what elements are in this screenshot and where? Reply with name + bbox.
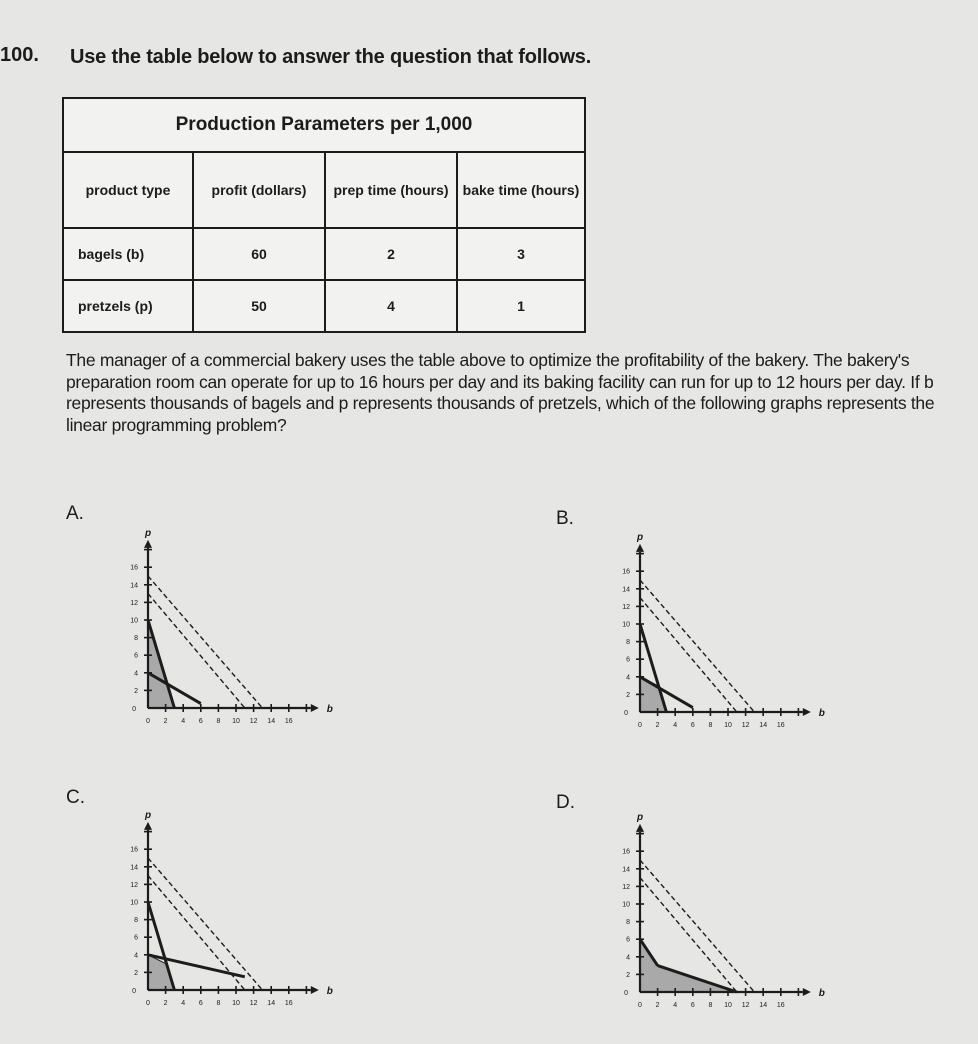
option-c-graph[interactable] — [118, 809, 333, 1020]
row-pretzels-label: pretzels (p) — [63, 280, 193, 332]
x-tick-label: 8 — [708, 722, 713, 729]
y-tick-label: 8 — [134, 917, 138, 925]
x-tick-label: 14 — [267, 718, 276, 725]
x-axis-arrow — [311, 704, 319, 712]
x-axis-label: b — [326, 986, 333, 997]
y-tick-label: 4 — [134, 952, 138, 960]
x-tick-label: 16 — [776, 1002, 785, 1009]
option-b-graph[interactable] — [610, 531, 825, 742]
x-tick-label: 12 — [249, 1000, 258, 1007]
y-axis-label: p — [636, 531, 644, 543]
y-tick-label: 2 — [626, 691, 630, 699]
y-tick-label: 10 — [622, 621, 630, 629]
x-tick-label: 16 — [776, 722, 785, 729]
x-tick-label: 4 — [181, 718, 186, 725]
y-tick-label: 6 — [134, 934, 138, 942]
x-tick-label: 16 — [284, 718, 293, 725]
y-tick-label: 2 — [626, 971, 630, 979]
x-axis-label: b — [326, 704, 333, 715]
row-pretzels-bake: 1 — [457, 280, 585, 332]
x-axis-arrow — [803, 708, 811, 716]
x-tick-label: 10 — [232, 718, 240, 725]
y-origin-label: 0 — [132, 988, 136, 995]
y-tick-label: 4 — [134, 670, 138, 678]
x-tick-label: 6 — [198, 718, 203, 725]
x-tick-label: 4 — [673, 1002, 678, 1009]
y-tick-label: 14 — [622, 866, 630, 874]
x-tick-label: 14 — [267, 1000, 276, 1007]
x-tick-label: 6 — [690, 722, 695, 729]
x-tick-label: 8 — [216, 1000, 221, 1007]
x-tick-label: 6 — [690, 1002, 695, 1009]
x-axis-label: b — [818, 988, 825, 999]
y-tick-label: 16 — [130, 564, 138, 572]
y-tick-label: 8 — [626, 919, 630, 927]
x-tick-label: 8 — [708, 1002, 713, 1009]
header-product-type: product type — [63, 152, 193, 228]
row-bagels-profit: 60 — [193, 228, 325, 280]
y-tick-label: 14 — [130, 864, 138, 872]
x-tick-label: 2 — [163, 718, 168, 725]
y-tick-label: 14 — [130, 582, 138, 590]
table-row — [63, 228, 585, 280]
row-bagels-label: bagels (b) — [63, 228, 193, 280]
y-axis-arrow — [636, 824, 644, 832]
y-tick-label: 2 — [134, 969, 138, 977]
option-c-label[interactable]: C. — [66, 787, 85, 808]
x-tick-label: 0 — [638, 1002, 642, 1009]
question-instruction: Use the table below to answer the question that follows. — [70, 46, 592, 68]
row-bagels-prep: 2 — [325, 228, 457, 280]
y-tick-label: 6 — [134, 652, 138, 660]
y-tick-label: 4 — [626, 954, 630, 962]
x-tick-label: 6 — [198, 1000, 203, 1007]
y-tick-label: 4 — [626, 674, 630, 682]
option-b-label[interactable]: B. — [556, 508, 574, 529]
y-tick-label: 12 — [622, 883, 630, 891]
y-tick-label: 6 — [626, 936, 630, 944]
header-bake-time: bake time (hours) — [457, 152, 585, 228]
table-title: Production Parameters per 1,000 — [63, 98, 585, 152]
x-axis-label: b — [818, 708, 825, 719]
row-pretzels-profit: 50 — [193, 280, 325, 332]
row-bagels-bake: 3 — [457, 228, 585, 280]
x-tick-label: 10 — [232, 1000, 240, 1007]
y-tick-label: 6 — [626, 656, 630, 664]
option-d-graph[interactable] — [610, 811, 825, 1022]
option-d-label[interactable]: D. — [556, 792, 575, 813]
question-number: 100. — [0, 44, 39, 66]
y-tick-label: 10 — [130, 899, 138, 907]
x-tick-label: 0 — [146, 1000, 150, 1007]
y-origin-label: 0 — [132, 706, 136, 713]
y-axis-label: p — [636, 811, 644, 823]
y-origin-label: 0 — [624, 990, 628, 997]
option-a-graph[interactable] — [118, 527, 333, 738]
x-tick-label: 10 — [724, 1002, 732, 1009]
x-tick-label: 14 — [759, 1002, 768, 1009]
x-tick-label: 12 — [249, 718, 258, 725]
x-axis-arrow — [311, 986, 319, 994]
y-tick-label: 10 — [622, 901, 630, 909]
y-axis-arrow — [144, 540, 152, 548]
question-prompt: The manager of a commercial bakery uses the table above to optimize the profitability of the bakery. The bakery's preparation room can operate for up to 16 hours per day and its baking facility can run for up to 12 hours per day. If b represents thousands of bagels and p represents thousands of pretzels, which of the following graphs represents the linear programming problem? — [66, 350, 935, 435]
y-tick-label: 14 — [622, 586, 630, 594]
y-axis-label: p — [144, 809, 152, 821]
x-tick-label: 12 — [741, 722, 750, 729]
x-tick-label: 2 — [655, 722, 660, 729]
y-tick-label: 16 — [622, 848, 630, 856]
y-tick-label: 16 — [130, 846, 138, 854]
x-tick-label: 4 — [673, 722, 678, 729]
x-tick-label: 4 — [181, 1000, 186, 1007]
x-tick-label: 12 — [741, 1002, 750, 1009]
header-profit: profit (dollars) — [193, 152, 325, 228]
y-axis-label: p — [144, 527, 152, 539]
y-tick-label: 10 — [130, 617, 138, 625]
x-tick-label: 8 — [216, 718, 221, 725]
x-axis-arrow — [803, 988, 811, 996]
y-tick-label: 8 — [626, 639, 630, 647]
option-a-label[interactable]: A. — [66, 503, 84, 524]
feasible-region — [640, 939, 737, 992]
y-tick-label: 12 — [130, 599, 138, 607]
x-tick-label: 10 — [724, 722, 732, 729]
y-tick-label: 12 — [130, 881, 138, 889]
x-tick-label: 0 — [146, 718, 150, 725]
header-prep-time: prep time (hours) — [325, 152, 457, 228]
y-tick-label: 12 — [622, 603, 630, 611]
y-origin-label: 0 — [624, 710, 628, 717]
x-tick-label: 2 — [163, 1000, 168, 1007]
y-axis-arrow — [144, 822, 152, 830]
row-pretzels-prep: 4 — [325, 280, 457, 332]
table-row — [63, 280, 585, 332]
x-tick-label: 14 — [759, 722, 768, 729]
production-parameters-table — [62, 97, 586, 333]
x-tick-label: 16 — [284, 1000, 293, 1007]
x-tick-label: 0 — [638, 722, 642, 729]
x-tick-label: 2 — [655, 1002, 660, 1009]
y-tick-label: 16 — [622, 568, 630, 576]
y-tick-label: 8 — [134, 635, 138, 643]
y-axis-arrow — [636, 544, 644, 552]
y-tick-label: 2 — [134, 687, 138, 695]
